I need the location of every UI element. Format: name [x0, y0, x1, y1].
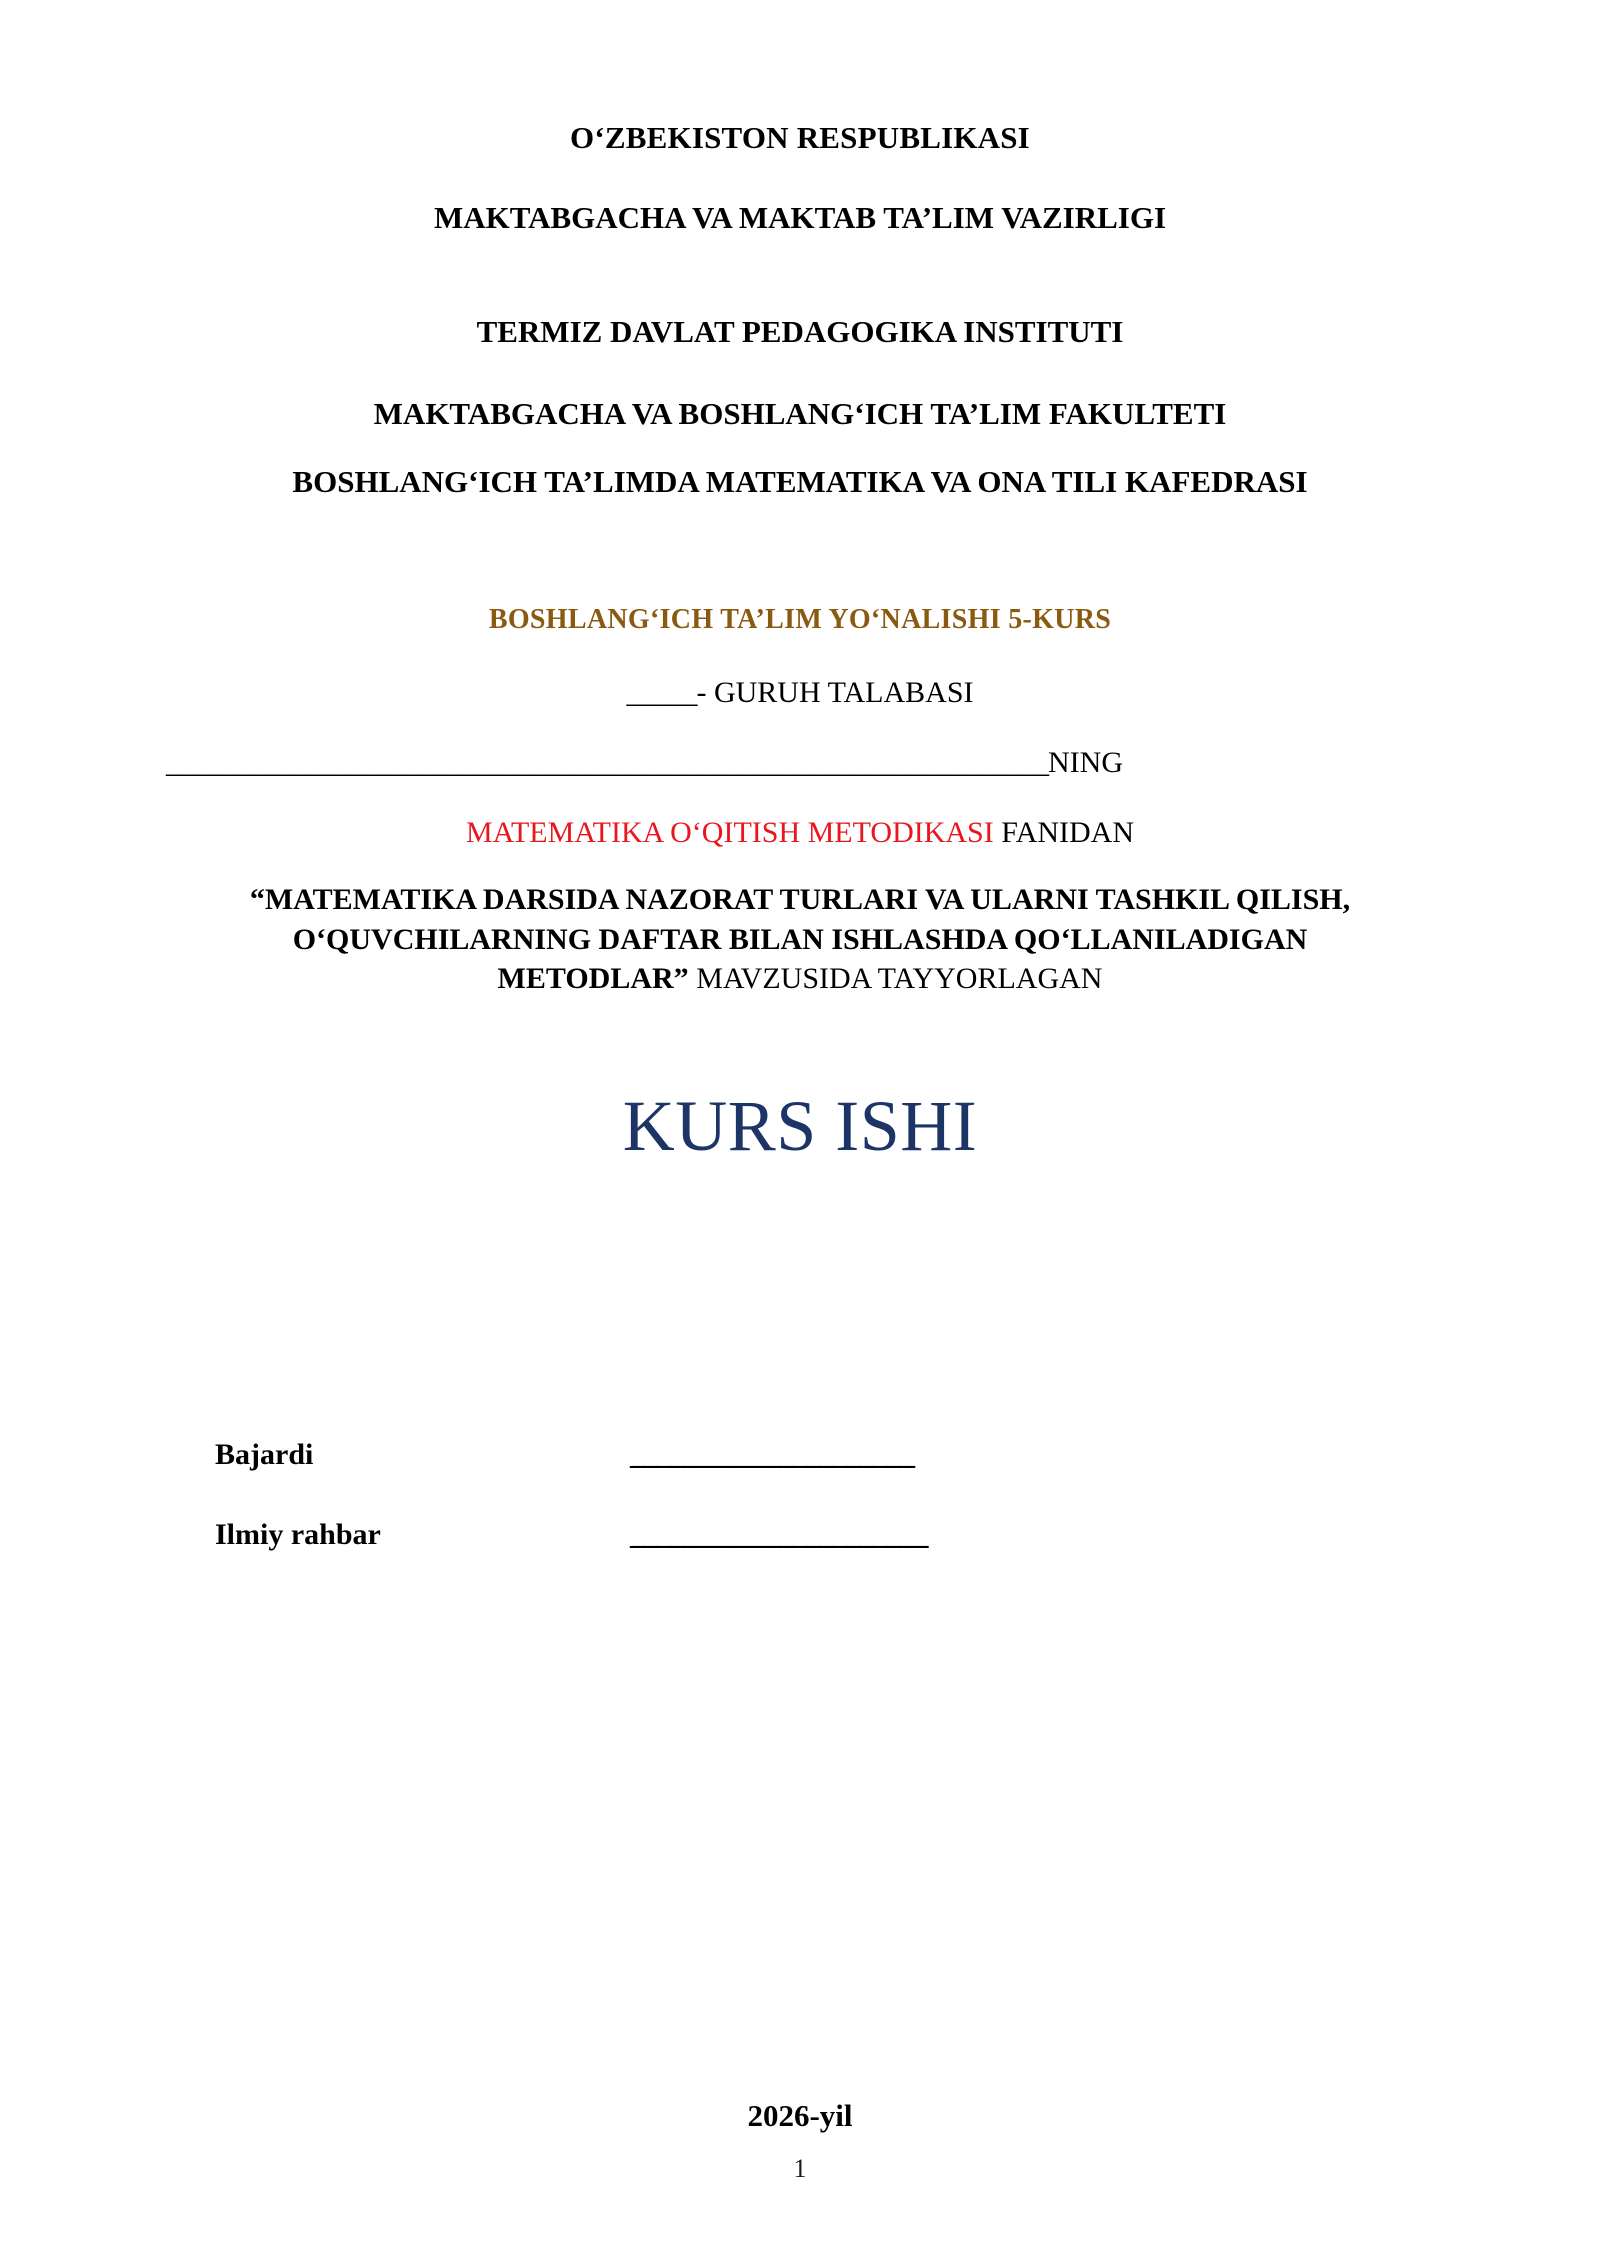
signature-rule-bajardi: _____________________	[630, 1437, 914, 1471]
republic-heading: O‘ZBEKISTON RESPUBLIKASI	[570, 120, 1030, 155]
signature-label-bajardi: Bajardi	[215, 1437, 314, 1471]
group-label: - GURUH TALABASI	[696, 676, 974, 709]
group-line	[150, 676, 1450, 710]
topic-title: “MATEMATIKA DARSIDA NAZORAT TURLARI VA ULARNI TASHKIL QILISH, O‘QUVCHILARNING DAFTAR BILAN ISHLASHDA QO‘LLANILADIGAN METODLAR”	[249, 883, 1351, 996]
subject-suffix: FANIDAN	[993, 816, 1135, 849]
course-direction-line: BOSHLANG‘ICH TA’LIM YO‘NALISHI 5-KURS	[488, 604, 1112, 635]
student-name-line	[150, 746, 1450, 780]
institute-heading: TERMIZ DAVLAT PEDAGOGIKA INSTITUTI	[476, 314, 1124, 349]
faculty-heading: MAKTABGACHA VA BOSHLANG‘ICH TA’LIM FAKULTETI	[373, 396, 1227, 431]
signature-rule-ilmiy-rahbar: ______________________	[630, 1517, 927, 1551]
work-type-title: KURS ISHI	[622, 1085, 978, 1166]
student-name-blank: _______________________________________________________________	[166, 746, 1048, 779]
signature-row	[150, 1518, 1450, 1552]
department-heading: BOSHLANG‘ICH TA’LIMDA MATEMATIKA VA ONA TILI KAFEDRASI	[292, 464, 1308, 499]
topic-suffix: MAVZUSIDA TAYYORLAGAN	[688, 962, 1103, 996]
student-name-suffix: NING	[1048, 746, 1123, 779]
group-blank: _____	[626, 676, 697, 709]
signature-label-ilmiy-rahbar: Ilmiy rahbar	[215, 1517, 381, 1551]
page-number: 1	[793, 2154, 807, 2183]
signature-area	[150, 1438, 1450, 1552]
subject-line	[150, 816, 1450, 850]
year-line: 2026-yil	[747, 2098, 853, 2133]
signature-row	[150, 1438, 1450, 1472]
topic-block	[150, 880, 1450, 999]
subject-name: MATEMATIKA O‘QITISH METODIKASI	[465, 816, 994, 849]
ministry-heading: MAKTABGACHA VA MAKTAB TA’LIM VAZIRLIGI	[433, 200, 1167, 235]
